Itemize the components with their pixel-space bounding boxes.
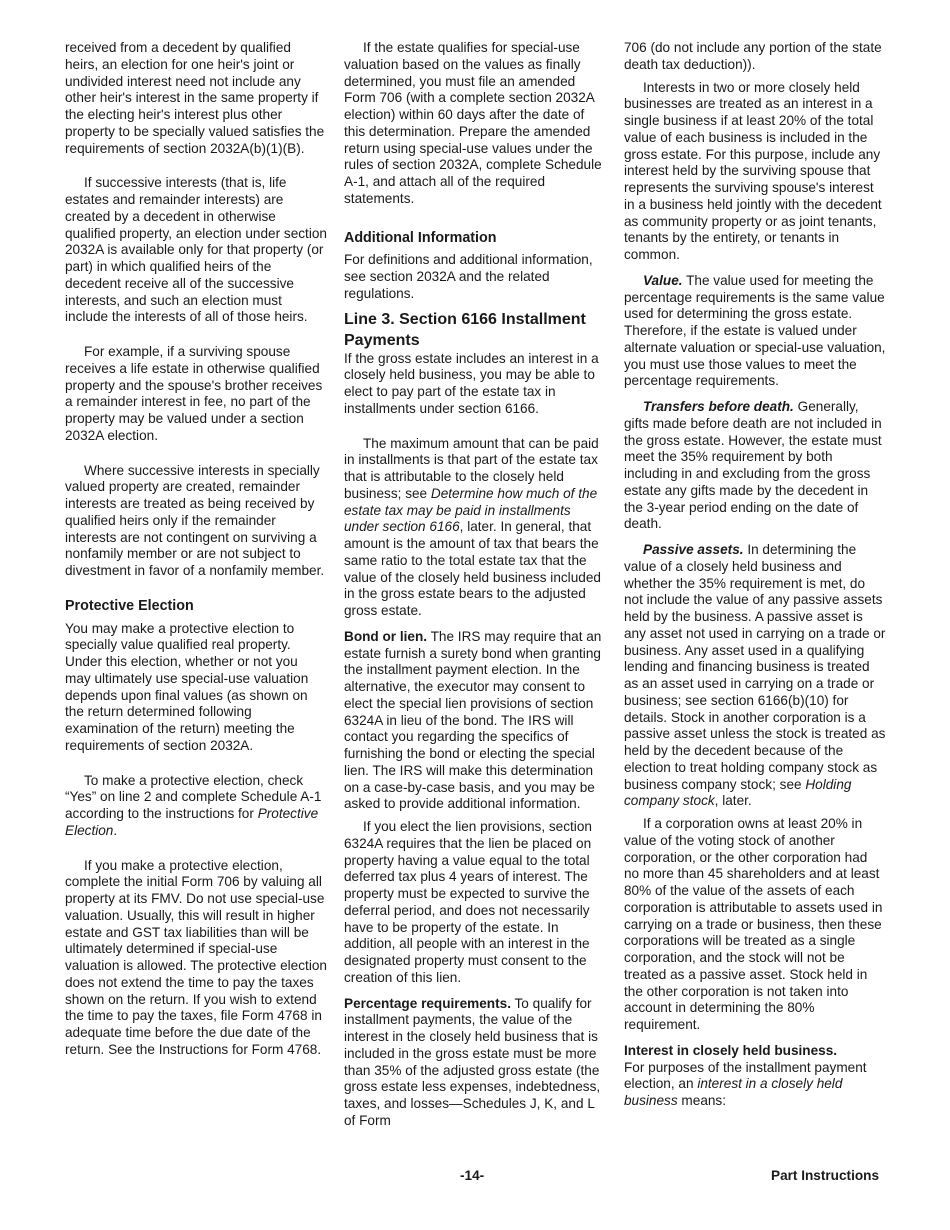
paragraph xyxy=(344,996,606,1130)
paragraph: If you make a protective election, complete the initial Form 706 by valuing all property at its FMV. Do not use special-use valuation. Usually, this will result in higher estate and GST tax liabilities than will be ultimately determined if special-use valuation is allowed. The protective election does not extend the time to pay the taxes shown on the return. If you wish to extend the time to pay the taxes, file Form 4768 in adequate time before the due date of the return. See the Instructions for Form 4768. xyxy=(65,857,327,1057)
paragraph: If you elect the lien provisions, section 6324A requires that the lien be placed on property having a value equal to the total deferred tax plus 4 years of interest. The property must be expected to survive the deferral period, and does not necessarily have to be property of the estate. In addition, all people with an interest in the designated property must consent to the creation of this lien. xyxy=(344,819,592,985)
run-in-heading-transfers-before-death: Transfers before death. xyxy=(643,399,794,414)
paragraph: 706 (do not include any portion of the state death tax deduction)). xyxy=(624,40,882,72)
paragraph: For definitions and additional information, see section 2032A and the related regulations. xyxy=(344,252,593,301)
paragraph: You may make a protective election to specially value qualified real property. Under this election, whether or not you may ultimately use special-use valuation depends upon final values (as shown on the return determined following examination of the return) meeting the requirements of section 2032A. xyxy=(65,620,309,753)
paragraph xyxy=(624,273,886,390)
text: The IRS may require that an estate furnish a surety bond when granting the installment payment election. In the alternative, the executor may consent to elect the special lien provisions of section 6324A in lieu of the bond. The IRS will contact you regarding the specifics of furnishing the bond or electing the special lien. The IRS will make this determination on a case-by-case basis, and you may be asked to provide additional information. xyxy=(344,628,602,812)
run-in-heading-value: Value. xyxy=(643,272,683,288)
paragraph xyxy=(344,629,606,813)
paragraph: received from a decedent by qualified heirs, an election for one heir's joint or undivided interest need not include any other heir's interest in the same property if the electing heir's interest plus other property to be specially valued satisfies the requirements of section 2032A(b)(1)(B). xyxy=(65,40,325,156)
term: interest in a closely held business xyxy=(624,1076,843,1108)
footer-section-label: Part Instructions xyxy=(771,1168,880,1183)
paragraph xyxy=(624,542,886,810)
paragraph: For example, if a surviving spouse receives a life estate in otherwise qualified property and the spouse's brother receives a remainder interest in fee, no part of the property may be valued under a section 2032A election. xyxy=(65,344,323,443)
run-in-heading-interest-in-closely-held-business: Interest in closely held business. xyxy=(624,1042,838,1058)
text: The maximum amount that can be paid in installments is that part of the estate tax that is attributable to the closely held business; see xyxy=(344,435,599,501)
run-in-heading-bond-or-lien: Bond or lien. xyxy=(344,628,428,644)
text: , later. In general, that amount is the amount of tax that bears the same ratio to the total estate tax that the value of the closely held business included in the gross estate bears to the adjusted gross estate. xyxy=(344,519,601,618)
cross-reference: Determine how much of the estate tax may be paid in installments under section 6166 xyxy=(344,485,598,535)
paragraph xyxy=(624,1043,886,1110)
paragraph: If a corporation owns at least 20% in value of the voting stock of another corporation, or the other corporation had no more than 45 shareholders and at least 80% of the value of the assets of each corporation is attributable to assets used in carrying on a trade or business, then these corporations will be treated as a single corporation, and the stock will not be treated as a passive asset. Stock held in the other corporation is not taken into account in determining the 80% requirement. xyxy=(624,816,883,1032)
page-number: -14- xyxy=(460,1168,485,1183)
text: In determining the value of a closely held business and whether the 35% requirement is met, do not include the value of any passive assets held by the business. A passive asset is any asset not used in carrying on a trade or business. Any asset used in a qualifying lending and financing business is treated as an asset used in carrying on a trade or business; see section 6166(b)(10) for details. Stock in another corporation is a passive asset unless the stock is treated as held by the decedent because of the election to treat holding company stock as business company stock; see xyxy=(624,542,886,792)
text: To make a protective election, check “Yes” on line 2 and complete Schedule A-1 according to the instructions for xyxy=(65,772,322,821)
run-in-heading-percentage-requirements: Percentage requirements. xyxy=(344,995,511,1011)
text: Generally, gifts made before death are not included in the gross estate. However, the estate must meet the 35% requirement by both including in and excluding from the gross estate any gifts made by the decedent in the 3-year period ending on the date of death. xyxy=(624,399,882,532)
paragraph xyxy=(65,773,327,840)
column-middle xyxy=(344,40,606,1130)
text: , later. xyxy=(714,793,752,809)
run-in-heading-passive-assets: Passive assets. xyxy=(643,542,744,557)
section-heading-protective-election: Protective Election xyxy=(65,597,194,614)
paragraph xyxy=(344,436,606,620)
text: The value used for meeting the percentage requirements is the same value used for determining the gross estate. Therefore, if the estate is valued under alternate valuation or special-use valuation, you must use those values to meet the percentage requirements. xyxy=(624,272,886,389)
cross-reference: Protective Election xyxy=(65,806,319,838)
paragraph: If the estate qualifies for special-use valuation based on the values as finally determined, you must file an amended Form 706 (with a complete section 2032A election) within 60 days after the date of this determination. Prepare the amended return using special-use values under the rules of section 2032A, complete Schedule A-1, and attach all of the required statements. xyxy=(344,40,602,206)
column-right xyxy=(624,40,886,1110)
text: means: xyxy=(677,1093,727,1108)
column-left xyxy=(65,40,327,1059)
text: . xyxy=(113,822,118,838)
paragraph xyxy=(624,399,886,533)
section-heading-line-3: Line 3. Section 6166 Installment Payments xyxy=(344,310,586,349)
paragraph: If the gross estate includes an interest in a closely held business, you may be able to elect to pay part of the estate tax in installments under section 6166. xyxy=(344,350,599,416)
paragraph: Interests in two or more closely held businesses are treated as an interest in a single business if at least 20% of the total value of each business is included in the gross estate. For this purpose, include any interest held by the surviving spouse that represents the surviving spouse's interest in a business held jointly with the decedent as community property or as joint tenants, tenants by the entirety, or tenants in common. xyxy=(624,79,882,262)
paragraph: Where successive interests in specially valued property are created, remainder interests are treated as being received by qualified heirs only if the remainder interests are not contingent on surviving a nonfamily member or are not subject to divestment in favor of a nonfamily member. xyxy=(65,462,325,578)
section-heading-additional-information: Additional Information xyxy=(344,229,497,246)
text: To qualify for installment payments, the value of the interest in the closely held business that is included in the gross estate must be more than 35% of the adjusted gross estate (the gross estate less expenses, indebtedness, taxes, and losses—Schedules J, K, and L of Form xyxy=(344,995,601,1128)
text: For purposes of the installment payment election, an xyxy=(624,1059,867,1092)
cross-reference: Holding company stock xyxy=(624,776,852,809)
paragraph: If successive interests (that is, life estates and remainder interests) are created by a decedent in otherwise qualified property, an election under section 2032A is available only for that property (or part) in which qualified heirs of the decedent receive all of the successive interests, and such an election must include the interests of all of those heirs. xyxy=(65,175,327,325)
